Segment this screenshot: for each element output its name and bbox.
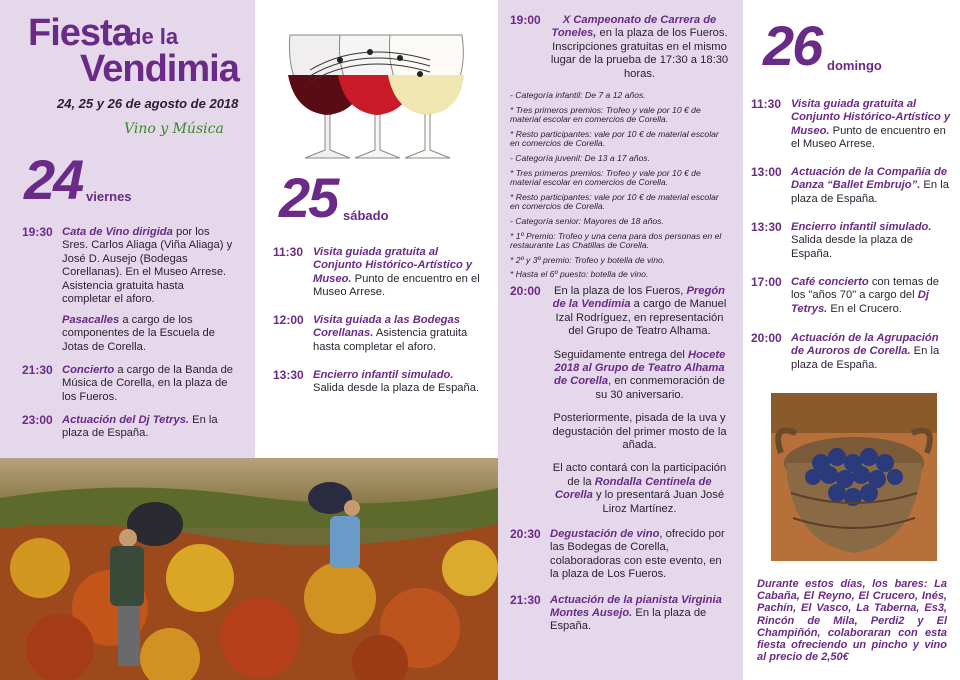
event-26-1 bbox=[751, 98, 951, 152]
day-26-number: 26 bbox=[763, 14, 822, 77]
event-26-2 bbox=[751, 166, 951, 206]
event-desc: con temas de los "años 70" a cargo del bbox=[791, 276, 939, 302]
event-24-4 bbox=[22, 414, 234, 441]
event-time: 13:30 bbox=[751, 220, 782, 234]
event-title: Visita guiada a las Bodegas Corellanas. bbox=[313, 314, 460, 340]
event-title: Visita guiada gratuita al Conjunto Histórico-Artístico y Museo. bbox=[791, 98, 951, 137]
event-time: 17:00 bbox=[751, 275, 782, 289]
event-title: Encierro infantil simulado. bbox=[791, 221, 932, 233]
event-desc: Salida desde la plaza de España. bbox=[313, 382, 480, 395]
note: * Hasta el 6º puesto: botella de vino. bbox=[510, 269, 649, 280]
title-de-la: de la bbox=[128, 24, 179, 49]
event-25-3 bbox=[273, 369, 483, 396]
wine-glasses-illustration bbox=[280, 30, 480, 165]
panel-day-24 bbox=[0, 0, 255, 458]
event-title: Café concierto bbox=[791, 276, 869, 288]
title-vendimia: Vendimia bbox=[80, 48, 239, 90]
note: * Resto participantes: vale por 10 € de material escolar en comercios de Corella. bbox=[510, 128, 719, 149]
event-time: 11:30 bbox=[273, 245, 304, 259]
festival-dates: 24, 25 y 26 de agosto de 2018 bbox=[57, 96, 239, 111]
event-desc: a cargo de la Banda de Música de Corella, en la plaza de los Fueros. bbox=[62, 364, 234, 403]
event-title: X Campeonato de Carrera de Toneles, bbox=[551, 14, 717, 40]
note: * Tres primeros premios: Trofeo y vale por 10 € de material escolar en comercios de Corella. bbox=[510, 167, 701, 188]
event-title: Actuación del Dj Tetrys. bbox=[62, 414, 190, 426]
event-title: Actuación de la pianista Virginia Montes Ausejo. bbox=[550, 593, 722, 620]
vineyard-harvest-photo bbox=[0, 458, 498, 680]
event-pregon bbox=[510, 285, 729, 516]
event-title: Rondalla Centinela de Corella bbox=[554, 475, 712, 502]
event-desc: a cargo de los componentes de la Escuela de Jotas de Corella. bbox=[62, 314, 215, 353]
event-desc: Salida desde la plaza de España. bbox=[791, 234, 913, 260]
event-desc: a cargo de Manuel Izal Rodríguez, en representación del Grupo de Teatro Alhama. bbox=[555, 298, 727, 338]
event-desc: Punto de encuentro en el Museo Arrese. bbox=[313, 272, 480, 299]
event-title: Visita guiada gratuita al Conjunto Histórico-Artístico y Museo. bbox=[313, 246, 473, 285]
note: - Categoría infantil: De 7 a 12 años. bbox=[510, 90, 646, 101]
event-title: Actuación de la Compañía de Danza “Ballet Embrujo”. bbox=[791, 166, 948, 192]
grape-basket-photo bbox=[771, 393, 937, 561]
event-time: 21:30 bbox=[22, 363, 53, 377]
day-24-name: viernes bbox=[86, 189, 132, 204]
note: - Categoría juvenil: De 13 a 17 años. bbox=[510, 153, 650, 163]
event-24-1 bbox=[22, 226, 234, 306]
event-desc: En la plaza de España. bbox=[791, 345, 940, 371]
event-25-2 bbox=[273, 314, 483, 354]
title-fiesta: Fiesta bbox=[28, 12, 132, 54]
event-desc: Asistencia gratuita hasta completar el aforo. bbox=[313, 327, 468, 353]
event-24-2 bbox=[22, 314, 234, 354]
event-desc: por los Sres. Carlos Aliaga (Viña Aliaga) y José D. Ausejo (Bodegas Corellanas). En el Museo Arrese. Asistencia gratuita hasta completar el aforo. bbox=[62, 226, 233, 306]
event-title: Dj Tetrys. bbox=[791, 289, 929, 315]
event-24-3 bbox=[22, 364, 234, 404]
event-title: Actuación de la Agrupación de Auroros de Corella. bbox=[791, 332, 939, 358]
event-26-4 bbox=[751, 276, 951, 316]
bars-note: Durante estos días, los bares: La Cabaña, El Reyno, El Crucero, Inés, Pachín, El Vasco, La Taberna, Es3, Rincón de Mila, Perdi2 y El Champiñón, colaboraran con esta fiesta ofreciendo un pincho y vino al precio de 2,50€ bbox=[757, 578, 947, 664]
event-campeonato bbox=[510, 14, 729, 81]
event-time: 19:00 bbox=[510, 13, 541, 27]
note: * 2º y 3º premio: Trofeo y botella de vino. bbox=[510, 254, 666, 265]
day-25-name: sábado bbox=[343, 208, 389, 223]
panel-day-25 bbox=[255, 0, 498, 458]
event-desc: , ofrecido por las Bodegas de Corella, colaboradoras con este evento, en la plaza de Los Fueros. bbox=[550, 528, 725, 581]
event-time: 11:30 bbox=[751, 97, 782, 111]
note: * Resto participantes: vale por 10 € de material escolar en comercios de Corella. bbox=[510, 191, 719, 212]
event-26-5 bbox=[751, 332, 951, 372]
event-time: 13:30 bbox=[273, 368, 304, 382]
event-desc: Posteriormente, pisada de la uva y degustación del primer mosto de la añada. bbox=[552, 412, 727, 451]
event-title: Encierro infantil simulado. bbox=[313, 369, 454, 381]
event-title: Pregón de la Vendimia bbox=[552, 284, 725, 311]
event-desc: El acto contará con la participación de la bbox=[552, 462, 727, 488]
panel-day-25-evening bbox=[498, 0, 743, 680]
event-desc: Seguidamente entrega del bbox=[553, 348, 689, 361]
event-desc: Punto de encuentro en el Museo Arrese. bbox=[791, 124, 946, 151]
event-pianista bbox=[510, 594, 729, 634]
event-title: Concierto bbox=[62, 364, 115, 376]
event-time: 20:00 bbox=[510, 283, 541, 298]
event-title: Cata de Vino dirigida bbox=[62, 226, 173, 238]
event-time: 23:00 bbox=[22, 413, 53, 427]
event-time: 12:00 bbox=[273, 313, 304, 327]
event-desc: En la plaza de España. bbox=[791, 179, 949, 205]
note: * 1º Premio: Trofeo y una cena para dos personas en el restaurante Las Chatillas de Corella. bbox=[510, 230, 722, 251]
campeonato-notes bbox=[510, 91, 729, 280]
tagline: Vino y Música bbox=[124, 121, 224, 137]
event-title: Pasacalles bbox=[62, 314, 120, 326]
event-desc: en la plaza de los Fueros. Inscripciones gratuitas en el mismo lugar de la prueba de 17:30 a 18:30 horas. bbox=[550, 27, 729, 80]
event-desc: , en conmemoración de su 30 aniversario. bbox=[595, 375, 725, 401]
event-degustacion bbox=[510, 528, 729, 582]
event-desc: En la plaza de España. bbox=[62, 414, 218, 440]
event-time: 21:30 bbox=[510, 592, 541, 607]
event-desc: En el Crucero. bbox=[827, 302, 902, 315]
note: * Tres primeros premios: Trofeo y vale por 10 € de material escolar en comercios de Corella. bbox=[510, 104, 701, 125]
event-26-3 bbox=[751, 221, 951, 261]
day-25-number: 25 bbox=[279, 166, 338, 229]
note: - Categoría senior: Mayores de 18 años. bbox=[510, 215, 664, 226]
event-25-1 bbox=[273, 246, 483, 300]
day-24-number: 24 bbox=[24, 148, 83, 211]
event-time: 20:00 bbox=[751, 331, 782, 345]
event-title: Degustación de vino bbox=[550, 528, 660, 541]
day-26-name: domingo bbox=[827, 58, 882, 73]
event-time: 19:30 bbox=[22, 225, 53, 239]
event-desc: y lo presentará Juan José Liroz Martínez. bbox=[592, 489, 725, 515]
event-desc: En la plaza de los Fueros, bbox=[553, 284, 687, 297]
event-title: Hocete 2018 al Grupo de Teatro Alhama de Corella bbox=[553, 348, 726, 388]
event-time: 13:00 bbox=[751, 165, 782, 179]
event-desc: En la plaza de España. bbox=[550, 607, 707, 633]
event-time: 20:30 bbox=[510, 527, 541, 542]
